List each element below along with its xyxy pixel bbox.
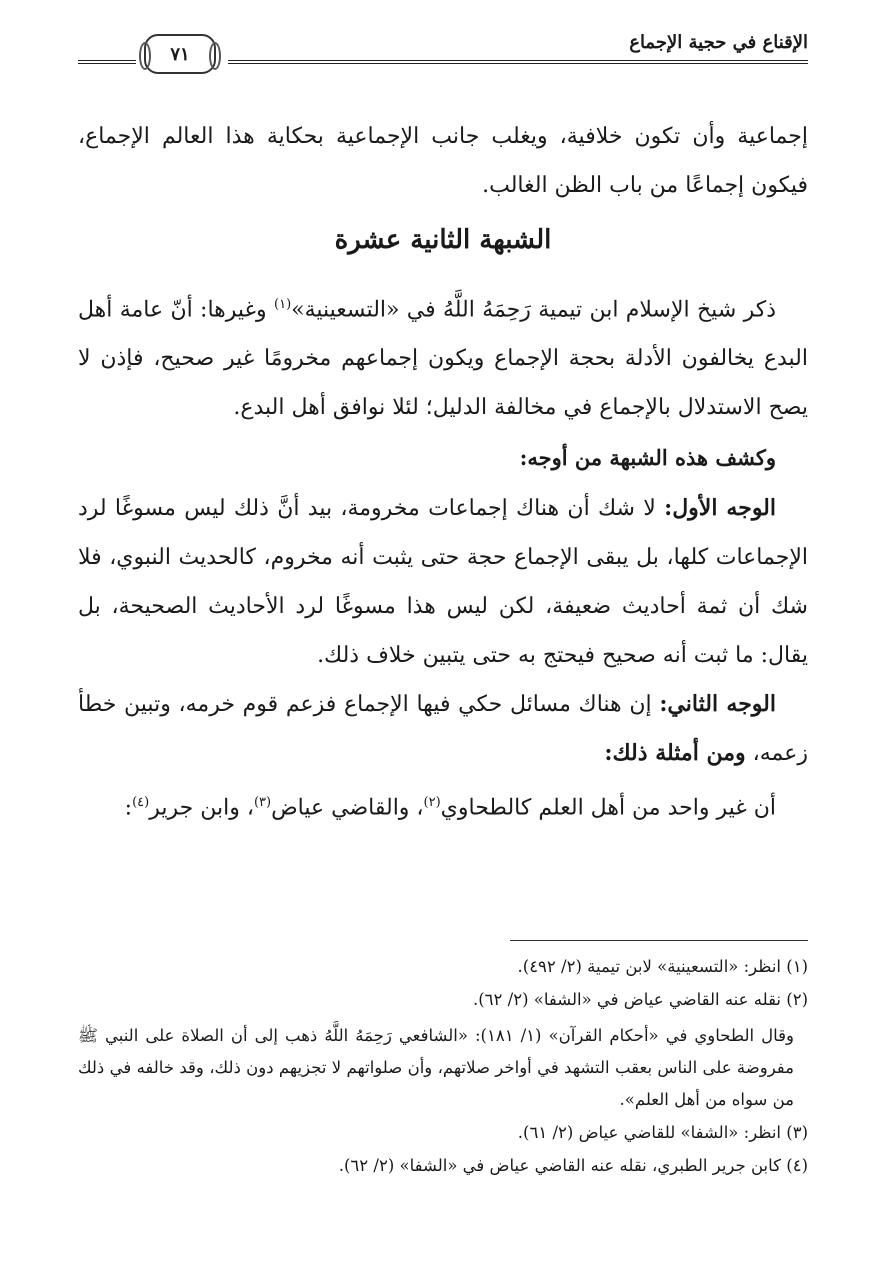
paragraph-shubha: [78, 280, 808, 432]
footnote-ref-2[interactable]: (٢): [423, 795, 441, 811]
page-number-ornament: [144, 34, 216, 74]
paragraph-text: وغيرها: أنّ عامة أهل البدع يخالفون الأدلة بحجة الإجماع ويكون إجماعهم مخرومًا غير صحيح، فإذن لا يصح الاستدلال بالإجماع في مخالفة الدليل؛ لئلا نوافق أهل البدع.: [78, 297, 808, 421]
continued-paragraph: إجماعية وأن تكون خلافية، ويغلب جانب الإجماعية بحكاية هذا العالم الإجماع، فيكون إجماعًا من باب الظن الغالب.: [78, 124, 808, 198]
paragraph-text: :: [124, 795, 133, 821]
page-number: ٧١: [170, 43, 190, 65]
examples-label: ومن أمثلة ذلك:: [604, 740, 746, 767]
footnote-2-quote: وقال الطحاوي في «أحكام القرآن» (١/ ١٨١): «الشافعي رَحِمَهُ اللَّهُ ذهب إلى أن الصلاة على النبي ﷺ مفروضة على الناس بعقب التشهد في أواخر صلاتهم، وأن صلواتهم لا تجزيهم دون ذلك، وقد خالفه في ذلك من سواه من أهل العلم».: [78, 1026, 794, 1109]
paragraph-text: لا شك أن هناك إجماعات مخرومة، بيد أنَّ ذلك ليس مسوغًا لرد الإجماعات كلها، بل يبقى الإجماع حجة حتى يثبت أنه مخروم، كالحديث النبوي، فلا شك أن ثمة أحاديث ضعيفة، لكن ليس هذا مسوغًا لرد الأحاديث الصحيحة، بل يقال: ما ثبت أنه صحيح فيحتج به حتى يتبين خلاف ذلك.: [78, 496, 808, 669]
paragraph-second-face: [78, 680, 808, 778]
paragraph-text: ذكر شيخ الإسلام ابن تيمية رَحِمَهُ اللَّهُ في «التسعينية»: [291, 297, 776, 323]
paragraph-text: أن غير واحد من أهل العلم كالطحاوي: [440, 795, 776, 821]
footnote-ref-1[interactable]: (١): [274, 297, 292, 312]
paragraph-text: إن هناك مسائل حكي فيها الإجماع فزعم قوم خرمه، وتبين خطأ زعمه،: [78, 692, 808, 767]
footnotes: [78, 950, 808, 1182]
paragraph-text: ، والقاضي عياض: [271, 795, 424, 821]
header-rule-left: [78, 60, 136, 64]
paragraph-examples: [78, 778, 808, 832]
footnote-4: (٤) كابن جرير الطبري، نقله عنه القاضي عياض في «الشفا» (٢/ ٦٢).: [338, 1156, 808, 1175]
header-rule-right: [228, 60, 808, 64]
paragraph-first-face: [78, 484, 808, 680]
paragraph-text: ، وابن جرير: [149, 795, 254, 821]
footnote-2: (٢) نقله عنه القاضي عياض في «الشفا» (٢/ ٦٢).: [472, 990, 808, 1009]
second-face-label: الوجه الثاني:: [659, 691, 776, 718]
footnote-ref-4[interactable]: (٤): [132, 795, 150, 811]
footnote-1: (١) انظر: «التسعينية» لابن تيمية (٢/ ٤٩٢).: [517, 957, 808, 976]
footnote-separator: [510, 940, 808, 941]
footnote-3: (٣) انظر: «الشفا» للقاضي عياض (٢/ ٦١).: [517, 1123, 808, 1142]
main-text: [78, 112, 808, 833]
page-header: [78, 24, 808, 76]
footnote-ref-3[interactable]: (٣): [253, 795, 272, 811]
subheading: وكشف هذه الشبهة من أوجه:: [519, 445, 776, 471]
section-title: الشبهة الثانية عشرة: [334, 225, 552, 255]
first-face-label: الوجه الأول:: [664, 495, 776, 522]
running-title: الإقناع في حجية الإجماع: [629, 32, 808, 53]
